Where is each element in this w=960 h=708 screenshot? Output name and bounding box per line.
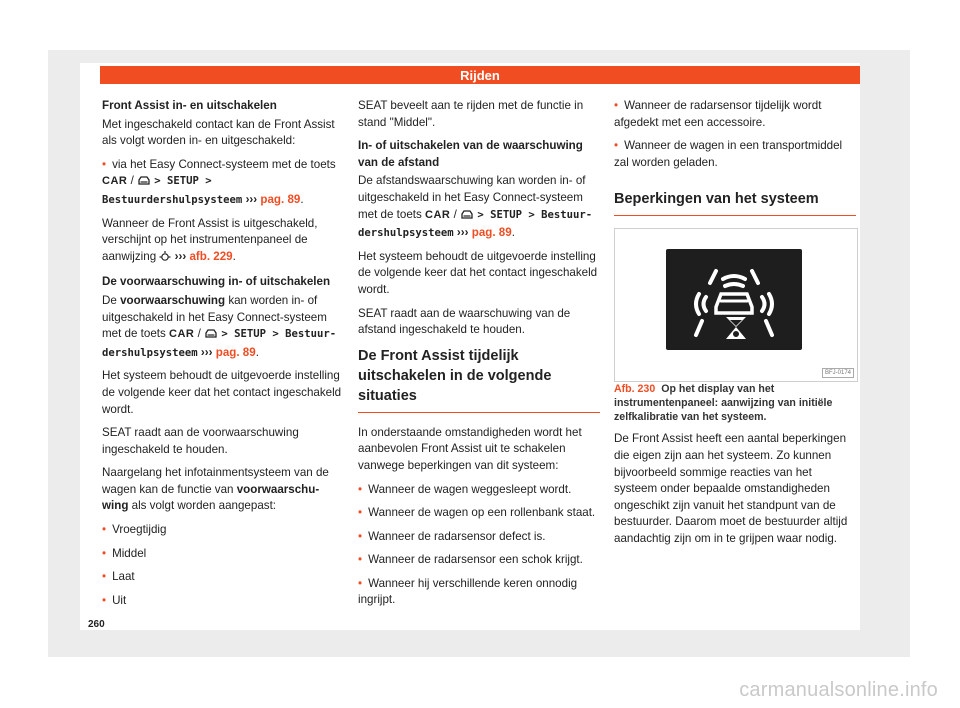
paragraph: Het systeem behoudt de uitgevoerde instelling de volgende keer dat het contact ingeschakeld wordt. xyxy=(102,369,342,416)
list-item: • Laat xyxy=(102,569,344,586)
car-menu-icon xyxy=(137,175,151,192)
page-link[interactable]: pag. 89 xyxy=(215,345,256,359)
section-heading-temporary-disable: De Front Assist tijdelijk uitschakelen in de volgende situaties xyxy=(358,346,600,413)
instrument-display xyxy=(666,249,802,350)
column-2 xyxy=(358,98,600,616)
watermark: carmanualsonline.info xyxy=(739,679,938,701)
column-1 xyxy=(102,98,344,616)
list-item: • Vroegtijdig xyxy=(102,522,344,539)
chapter-title: Rijden xyxy=(460,67,500,83)
list-item: • via het Easy Connect-systeem met de toets CAR / > SETUP > Bestuurdershulpsysteem ››› pag. 89. xyxy=(102,157,344,209)
list-item: • Wanneer de wagen in een transportmiddel zal worden geladen. xyxy=(614,138,856,171)
car-menu-icon xyxy=(460,209,474,226)
paragraph: De voorwaarschuwing kan worden in- of uitgeschakeld in het Easy Connect-systeem met de toets CAR / > SETUP > Bestuur- dershulpsysteem ››› pag. 89. xyxy=(102,293,337,359)
page-number: 260 xyxy=(88,619,105,630)
front-assist-indicator-icon xyxy=(159,251,171,268)
heading-pre-warning: De voorwaarschuwing in- of uitschakelen xyxy=(102,275,331,289)
list-item: • Middel xyxy=(102,546,344,563)
paragraph: De Front Assist heeft een aantal beperkingen die eigen zijn aan het systeem. Zo kunnen bijvoorbeeld sommige reacties van het systeem onder bepaalde omstandigheden ongeschikt zijn vanuit het standpunt van de bestuurder. Daarom moet de bestuurder altijd aandachtig zijn om in te grijpen waar nodig. xyxy=(614,432,848,545)
paragraph: SEAT raadt aan de waarschuwing van de afstand ingeschakeld te houden. xyxy=(358,306,571,337)
paragraph: SEAT raadt aan de voorwaarschuwing ingeschakeld te houden. xyxy=(102,426,299,456)
self-calibration-icon xyxy=(666,249,802,350)
paragraph: De afstandswaarschuwing kan worden in- of uitgeschakeld in het Easy Connect-systeem met de toets CAR / > SETUP > Bestuur- dershulpsysteem ››› pag. 89. xyxy=(358,174,593,240)
figure-link[interactable]: afb. 229 xyxy=(189,249,233,263)
list-item: • Wanneer de radarsensor tijdelijk wordt afgedekt met een accessoire. xyxy=(614,98,856,131)
paragraph: Het systeem behoudt de uitgevoerde instelling de volgende keer dat het contact ingeschakeld wordt. xyxy=(358,249,598,296)
heading-front-assist-toggle: Front Assist in- en uitschakelen xyxy=(102,99,277,112)
paragraph: In onderstaande omstandigheden wordt het aanbevolen Front Assist uit te schakelen vanwege beperkingen van dit systeem: xyxy=(358,425,582,472)
paragraph: SEAT beveelt aan te rijden met de functie in stand "Middel". xyxy=(358,99,584,129)
list-item: • Uit xyxy=(102,593,344,610)
car-menu-icon xyxy=(204,328,218,345)
list-item: • Wanneer de wagen weggesleept wordt. xyxy=(358,482,600,499)
page-link[interactable]: pag. 89 xyxy=(471,226,512,240)
paragraph: Naargelang het infotainmentsysteem van de wagen kan de functie van voorwaarschu-wing als volgt worden aangepast: xyxy=(102,466,329,513)
page-link[interactable]: pag. 89 xyxy=(260,192,301,206)
paragraph: Wanneer de Front Assist is uitgeschakeld, verschijnt op het instrumentenpaneel de aanwijzing ››› afb. 229. xyxy=(102,216,344,268)
figure-code: BFJ-0174 xyxy=(822,368,854,378)
section-heading-limitations: Beperkingen van het systeem xyxy=(614,189,856,216)
heading-distance-warning: In- of uitschakelen van de waarschuwing van de afstand xyxy=(358,139,583,169)
figure-230 xyxy=(614,228,858,382)
paragraph: Met ingeschakeld contact kan de Front Assist als volgt worden in- en uitgeschakeld: xyxy=(102,117,335,148)
column-3 xyxy=(614,98,856,555)
list-item: • Wanneer de radarsensor defect is. xyxy=(358,529,600,546)
list-item: • Wanneer de wagen op een rollenbank staat. xyxy=(358,505,600,522)
figure-caption: Afb. 230 Op het display van het instrumentenpaneel: aanwijzing van initiële zelfkalibratie van het systeem. xyxy=(614,383,833,424)
car-key-label: CAR xyxy=(102,175,128,188)
list-item: • Wanneer hij verschillende keren onnodig ingrijpt. xyxy=(358,576,600,609)
list-item: • Wanneer de radarsensor een schok krijgt. xyxy=(358,552,600,569)
chapter-header xyxy=(100,66,860,84)
